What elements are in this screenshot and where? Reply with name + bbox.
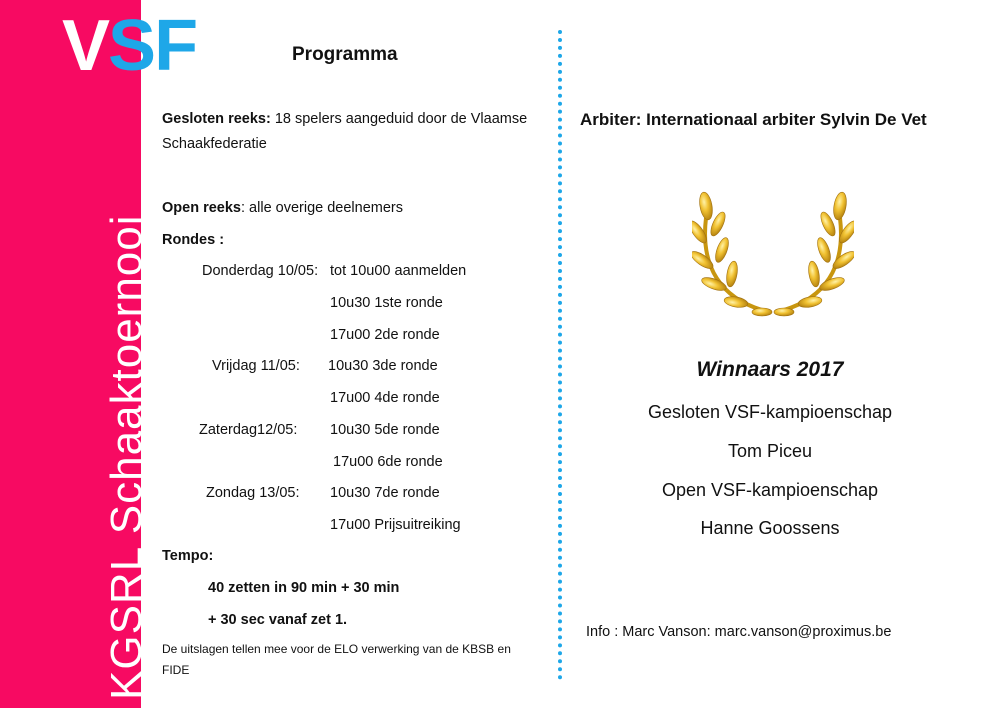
schedule-entry: 10u30 5de ronde [330,422,440,438]
schedule-entry: 17u00 2de ronde [330,327,440,343]
contact-info: Info : Marc Vanson: marc.vanson@proximus.be [586,624,892,640]
tournament-title: KGSRL Schaaktoernooi [102,214,151,700]
laurel-wreath-icon [692,188,854,320]
schedule-day: Zaterdag12/05: [199,422,298,438]
schedule-entry: 10u30 7de ronde [330,485,440,501]
logo-letter-s: S [108,6,155,86]
schedule-day: Donderdag 10/05: [202,263,319,279]
tempo-label: Tempo: [162,548,214,564]
schedule-entry: 17u00 4de ronde [330,390,440,406]
gesloten-line-2: Schaakfederatie [162,136,267,152]
gesloten-text: 18 spelers aangeduid door de Vlaamse [270,111,528,127]
winner-category: Open VSF-kampioenschap [661,480,879,500]
schedule-entry: 10u30 1ste ronde [330,295,443,311]
schedule-entry: 10u30 3de ronde [328,358,438,374]
dotted-divider [558,30,562,680]
winner-name: Tom Piceu [727,441,813,461]
gesloten-line-1 [162,111,527,127]
arbiter-line: Arbiter: Internationaal arbiter Sylvin De Vet [580,110,927,129]
winners-title: Winnaars 2017 [696,358,844,381]
logo-letter-v: V [62,6,109,86]
schedule-entry: 17u00 6de ronde [333,454,443,470]
tempo-line-2: + 30 sec vanaf zet 1. [208,612,348,628]
rondes-label: Rondes : [162,232,225,248]
winner-category: Gesloten VSF-kampioenschap [647,402,893,422]
program-title: Programma [292,44,398,65]
schedule-entry: tot 10u00 aanmelden [330,263,467,279]
note-line-2: FIDE [162,663,190,677]
sidebar-band [0,0,151,708]
open-label: Open reeks [162,200,241,216]
schedule-day: Vrijdag 11/05: [212,358,300,374]
schedule-day: Zondag 13/05: [206,485,300,501]
vsf-logo [62,6,197,86]
open-line [162,200,403,216]
tempo-line-1: 40 zetten in 90 min + 30 min [208,580,400,596]
schedule-entry: 17u00 Prijsuitreiking [330,517,461,533]
open-text: : alle overige deelnemers [241,200,404,216]
gesloten-label: Gesloten reeks: [162,111,271,127]
logo-letter-f: F [154,6,197,86]
note-line-1: De uitslagen tellen mee voor de ELO verwerking van de KBSB en [162,642,511,656]
winner-name: Hanne Goossens [700,518,840,538]
